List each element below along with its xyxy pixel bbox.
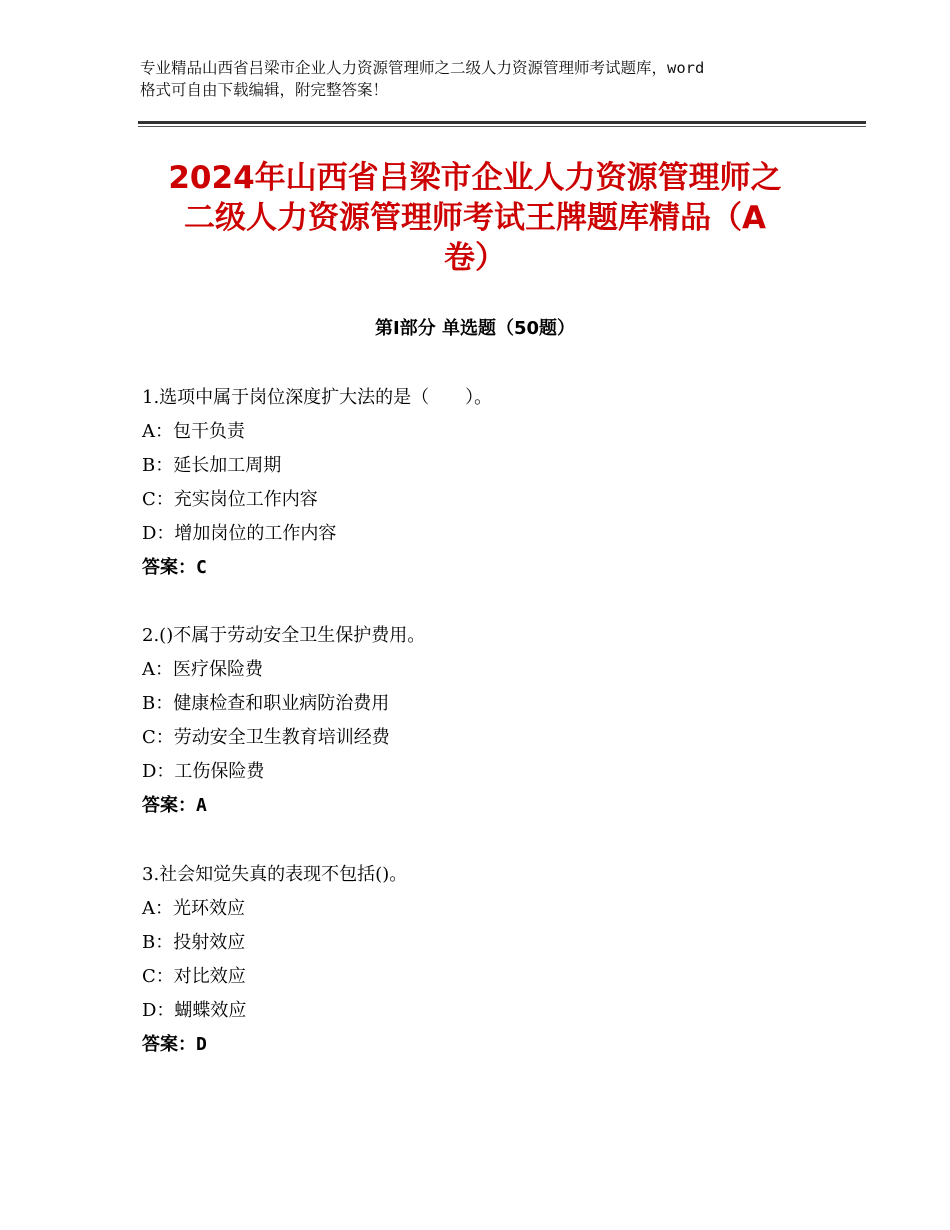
document-title (120, 158, 830, 278)
question-stem: 1.选项中属于岗位深度扩大法的是（ ）。 (142, 387, 493, 408)
option-c: C：对比效应 (142, 966, 246, 987)
answer-label: 答案： (142, 1034, 196, 1055)
option-b: B：健康检查和职业病防治费用 (142, 693, 390, 714)
option-d: D：蝴蝶效应 (142, 1000, 247, 1021)
question-stem: 3.社会知觉失真的表现不包括()。 (142, 864, 408, 885)
question-stem: 2.()不属于劳动安全卫生保护费用。 (142, 625, 426, 646)
question-1 (142, 381, 842, 585)
question-2 (142, 619, 842, 823)
answer-label: 答案： (142, 795, 196, 816)
section-heading: 第Ⅰ部分 单选题（50题） (374, 318, 575, 339)
option-d: D：工伤保险费 (142, 761, 265, 782)
option-d: D：增加岗位的工作内容 (142, 523, 337, 544)
option-a: A：包干负责 (142, 421, 245, 442)
answer-line (142, 789, 842, 823)
document-title-line-2: 二级人力资源管理师考试王牌题库精品（A (184, 200, 766, 236)
header-note-line-1: 专业精品山西省吕梁市企业人力资源管理师之二级人力资源管理师考试题库，word (140, 59, 705, 77)
option-a: A：医疗保险费 (142, 659, 263, 680)
header-note (140, 57, 830, 101)
document-title-line-1: 2024年山西省吕梁市企业人力资源管理师之 (168, 160, 782, 196)
question-3 (142, 858, 842, 1062)
option-a: A：光环效应 (142, 898, 245, 919)
header-divider-thick (138, 121, 866, 124)
answer-label: 答案： (142, 557, 196, 578)
answer-value: D (196, 1034, 207, 1055)
header-divider-thin (138, 126, 866, 127)
answer-line (142, 1028, 842, 1062)
option-b: B：延长加工周期 (142, 455, 282, 476)
answer-value: C (196, 557, 207, 578)
option-b: B：投射效应 (142, 932, 246, 953)
option-c: C：充实岗位工作内容 (142, 489, 318, 510)
document-title-line-3: 卷） (444, 240, 506, 276)
header-note-line-2: 格式可自由下载编辑，附完整答案！ (140, 81, 389, 99)
answer-value: A (196, 795, 207, 816)
answer-line (142, 551, 842, 585)
option-c: C：劳动安全卫生教育培训经费 (142, 727, 390, 748)
